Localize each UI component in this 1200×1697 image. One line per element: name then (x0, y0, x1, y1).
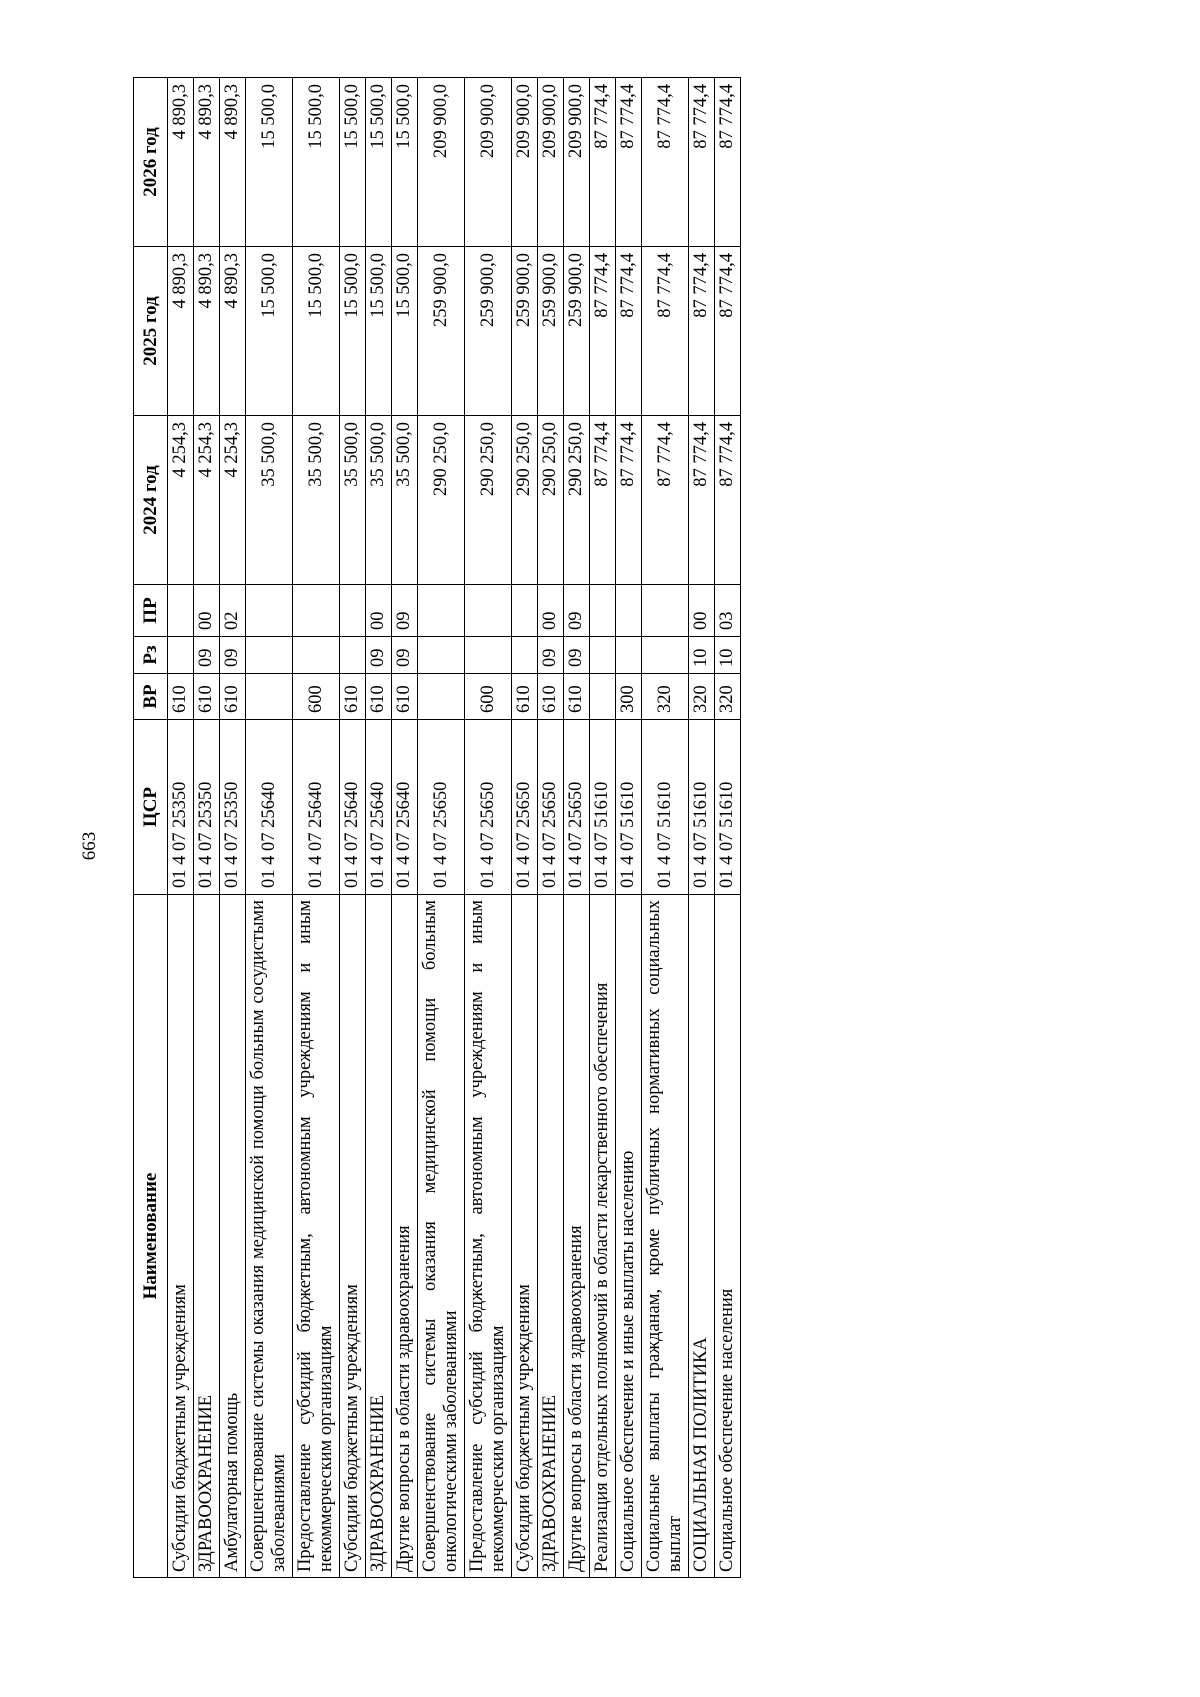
cell-2026: 15 500,0 (293, 78, 340, 247)
table-body (168, 78, 741, 1578)
cell-pr (168, 585, 194, 637)
header-csr: ЦСР (134, 720, 168, 895)
cell-rz (512, 637, 538, 674)
cell-csr: 01 4 07 51610 (715, 720, 741, 895)
cell-rz (168, 637, 194, 674)
cell-vr: 610 (564, 674, 590, 720)
cell-name: ЗДРАВООХРАНЕНИЕ (366, 895, 392, 1578)
cell-2024: 87 774,4 (616, 416, 642, 585)
table-row (616, 78, 642, 1578)
cell-2025: 259 900,0 (512, 247, 538, 416)
cell-csr: 01 4 07 25640 (246, 720, 293, 895)
table-row (642, 78, 689, 1578)
budget-table (133, 77, 741, 1578)
table-row (689, 78, 715, 1578)
cell-vr (246, 674, 293, 720)
cell-2025: 87 774,4 (715, 247, 741, 416)
cell-2025: 15 500,0 (293, 247, 340, 416)
cell-csr: 01 4 07 25650 (512, 720, 538, 895)
cell-name: Социальные выплаты гражданам, кроме публичных нормативных социальных выплат (642, 895, 689, 1578)
cell-pr: 09 (392, 585, 418, 637)
cell-name: Предоставление субсидий бюджетным, автономным учреждениям и иным некоммерческим организациям (465, 895, 512, 1578)
cell-rz (246, 637, 293, 674)
cell-2024: 87 774,4 (642, 416, 689, 585)
cell-pr: 00 (194, 585, 220, 637)
cell-name: Другие вопросы в области здравоохранения (564, 895, 590, 1578)
table-row (366, 78, 392, 1578)
header-rz: Рз (134, 637, 168, 674)
cell-csr: 01 4 07 25650 (564, 720, 590, 895)
cell-csr: 01 4 07 25350 (220, 720, 246, 895)
cell-2026: 87 774,4 (616, 78, 642, 247)
cell-2025: 4 890,3 (168, 247, 194, 416)
cell-rz (590, 637, 616, 674)
cell-vr: 610 (194, 674, 220, 720)
table-row (512, 78, 538, 1578)
table-row (246, 78, 293, 1578)
cell-pr (246, 585, 293, 637)
cell-vr: 610 (366, 674, 392, 720)
cell-2025: 87 774,4 (616, 247, 642, 416)
cell-name: Совершенствование системы оказания медицинской помощи больным сосудистыми заболеваниями (246, 895, 293, 1578)
cell-2024: 4 254,3 (220, 416, 246, 585)
table-row (465, 78, 512, 1578)
cell-2025: 259 900,0 (465, 247, 512, 416)
cell-rz: 09 (220, 637, 246, 674)
cell-2026: 87 774,4 (689, 78, 715, 247)
cell-2025: 87 774,4 (689, 247, 715, 416)
cell-2025: 4 890,3 (220, 247, 246, 416)
cell-2026: 209 900,0 (538, 78, 564, 247)
cell-2025: 259 900,0 (564, 247, 590, 416)
cell-2026: 4 890,3 (194, 78, 220, 247)
cell-name: Предоставление субсидий бюджетным, автономным учреждениям и иным некоммерческим организациям (293, 895, 340, 1578)
cell-pr (512, 585, 538, 637)
cell-2024: 87 774,4 (590, 416, 616, 585)
cell-rz (418, 637, 465, 674)
cell-name: ЗДРАВООХРАНЕНИЕ (194, 895, 220, 1578)
cell-2026: 209 900,0 (418, 78, 465, 247)
cell-rz: 10 (715, 637, 741, 674)
cell-name: Субсидии бюджетным учреждениям (340, 895, 366, 1578)
cell-pr (340, 585, 366, 637)
cell-2024: 35 500,0 (340, 416, 366, 585)
cell-name: Социальное обеспечение населения (715, 895, 741, 1578)
cell-vr: 610 (220, 674, 246, 720)
cell-2026: 4 890,3 (220, 78, 246, 247)
cell-vr (590, 674, 616, 720)
cell-pr (418, 585, 465, 637)
cell-vr: 610 (538, 674, 564, 720)
cell-2024: 290 250,0 (564, 416, 590, 585)
cell-2026: 87 774,4 (642, 78, 689, 247)
cell-pr: 02 (220, 585, 246, 637)
cell-pr (642, 585, 689, 637)
cell-2025: 15 500,0 (366, 247, 392, 416)
cell-2026: 209 900,0 (564, 78, 590, 247)
cell-name: СОЦИАЛЬНАЯ ПОЛИТИКА (689, 895, 715, 1578)
cell-pr (616, 585, 642, 637)
cell-csr: 01 4 07 51610 (590, 720, 616, 895)
rotated-table-container (133, 78, 859, 1578)
table-row (418, 78, 465, 1578)
header-name: Наименование (134, 895, 168, 1578)
header-2024: 2024 год (134, 416, 168, 585)
cell-csr: 01 4 07 25640 (293, 720, 340, 895)
cell-2024: 290 250,0 (465, 416, 512, 585)
cell-vr: 610 (512, 674, 538, 720)
cell-name: ЗДРАВООХРАНЕНИЕ (538, 895, 564, 1578)
cell-csr: 01 4 07 25640 (340, 720, 366, 895)
cell-2024: 4 254,3 (168, 416, 194, 585)
cell-vr: 600 (465, 674, 512, 720)
cell-2024: 35 500,0 (366, 416, 392, 585)
cell-csr: 01 4 07 51610 (642, 720, 689, 895)
cell-vr: 610 (340, 674, 366, 720)
cell-rz (642, 637, 689, 674)
cell-pr: 09 (564, 585, 590, 637)
cell-name: Совершенствование системы оказания медицинской помощи больным онкологическими заболеваниями (418, 895, 465, 1578)
cell-2024: 290 250,0 (538, 416, 564, 585)
cell-vr: 320 (642, 674, 689, 720)
cell-2024: 35 500,0 (246, 416, 293, 585)
cell-name: Субсидии бюджетным учреждениям (512, 895, 538, 1578)
cell-rz (293, 637, 340, 674)
cell-vr: 300 (616, 674, 642, 720)
cell-2025: 15 500,0 (246, 247, 293, 416)
cell-vr: 600 (293, 674, 340, 720)
page-number: 663 (79, 831, 100, 861)
cell-pr: 00 (689, 585, 715, 637)
cell-vr (418, 674, 465, 720)
header-vr: ВР (134, 674, 168, 720)
cell-2025: 259 900,0 (418, 247, 465, 416)
cell-rz: 09 (392, 637, 418, 674)
cell-name: Социальное обеспечение и иные выплаты населению (616, 895, 642, 1578)
table-row (220, 78, 246, 1578)
cell-2026: 15 500,0 (246, 78, 293, 247)
cell-csr: 01 4 07 25350 (168, 720, 194, 895)
cell-pr (293, 585, 340, 637)
cell-2025: 15 500,0 (392, 247, 418, 416)
table-row (392, 78, 418, 1578)
cell-csr: 01 4 07 25650 (538, 720, 564, 895)
cell-2026: 87 774,4 (715, 78, 741, 247)
cell-vr: 320 (689, 674, 715, 720)
cell-vr: 610 (392, 674, 418, 720)
table-row (564, 78, 590, 1578)
cell-2026: 209 900,0 (465, 78, 512, 247)
cell-2024: 290 250,0 (512, 416, 538, 585)
cell-csr: 01 4 07 51610 (616, 720, 642, 895)
cell-vr: 610 (168, 674, 194, 720)
cell-2025: 15 500,0 (340, 247, 366, 416)
header-2026: 2026 год (134, 78, 168, 247)
cell-rz (616, 637, 642, 674)
cell-csr: 01 4 07 25640 (366, 720, 392, 895)
cell-2024: 35 500,0 (392, 416, 418, 585)
cell-pr (590, 585, 616, 637)
cell-rz (465, 637, 512, 674)
cell-rz: 09 (564, 637, 590, 674)
cell-csr: 01 4 07 25650 (418, 720, 465, 895)
cell-2025: 259 900,0 (538, 247, 564, 416)
cell-2024: 87 774,4 (715, 416, 741, 585)
cell-2026: 15 500,0 (392, 78, 418, 247)
cell-2026: 87 774,4 (590, 78, 616, 247)
cell-csr: 01 4 07 25350 (194, 720, 220, 895)
cell-rz: 09 (538, 637, 564, 674)
cell-2026: 15 500,0 (366, 78, 392, 247)
table-row (538, 78, 564, 1578)
cell-2024: 4 254,3 (194, 416, 220, 585)
cell-csr: 01 4 07 25650 (465, 720, 512, 895)
cell-2025: 87 774,4 (642, 247, 689, 416)
cell-2026: 15 500,0 (340, 78, 366, 247)
cell-rz (340, 637, 366, 674)
table-row (293, 78, 340, 1578)
table-header-row (134, 78, 168, 1578)
cell-2025: 87 774,4 (590, 247, 616, 416)
cell-rz: 09 (194, 637, 220, 674)
cell-csr: 01 4 07 25640 (392, 720, 418, 895)
table-row (168, 78, 194, 1578)
table-row (194, 78, 220, 1578)
cell-rz: 10 (689, 637, 715, 674)
cell-vr: 320 (715, 674, 741, 720)
cell-csr: 01 4 07 51610 (689, 720, 715, 895)
cell-2024: 290 250,0 (418, 416, 465, 585)
table-row (715, 78, 741, 1578)
cell-2025: 4 890,3 (194, 247, 220, 416)
cell-name: Субсидии бюджетным учреждениям (168, 895, 194, 1578)
cell-pr: 03 (715, 585, 741, 637)
cell-2026: 4 890,3 (168, 78, 194, 247)
cell-2024: 87 774,4 (689, 416, 715, 585)
cell-2024: 35 500,0 (293, 416, 340, 585)
cell-2026: 209 900,0 (512, 78, 538, 247)
cell-pr: 00 (538, 585, 564, 637)
table-row (590, 78, 616, 1578)
cell-name: Амбулаторная помощь (220, 895, 246, 1578)
cell-pr (465, 585, 512, 637)
table-row (340, 78, 366, 1578)
header-2025: 2025 год (134, 247, 168, 416)
cell-rz: 09 (366, 637, 392, 674)
header-pr: ПР (134, 585, 168, 637)
cell-name: Реализация отдельных полномочий в области лекарственного обеспечения (590, 895, 616, 1578)
cell-pr: 00 (366, 585, 392, 637)
cell-name: Другие вопросы в области здравоохранения (392, 895, 418, 1578)
